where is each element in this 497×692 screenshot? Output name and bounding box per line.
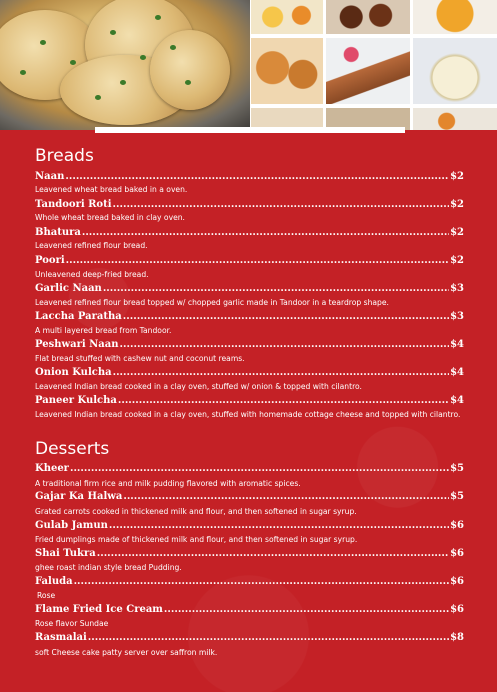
item-description: A traditional firm rice and milk pudding flavored with aromatic spices. — [35, 479, 301, 488]
menu-item-poori — [35, 255, 464, 267]
item-price: $4 — [450, 367, 464, 378]
item-description: ghee roast indian style bread Pudding. — [35, 563, 182, 572]
menu-item-garlic-naan — [35, 283, 464, 295]
dessert-thumb-rasmalai — [413, 38, 497, 104]
item-name: Flame Fried Ice Cream — [35, 604, 163, 615]
dessert-thumb-pastry — [251, 38, 323, 104]
menu-item-bhatura — [35, 227, 464, 239]
item-description: Leavened Indian bread cooked in a clay oven, stuffed w/ onion & topped with cilantro. — [35, 382, 362, 391]
menu-item-tandoori-roti — [35, 199, 464, 211]
item-description: Leavened wheat bread baked in a oven. — [35, 185, 188, 194]
menu-item-gajar-ka-halwa — [35, 491, 464, 503]
item-description: Whole wheat bread baked in clay oven. — [35, 213, 185, 222]
dessert-thumb-jalebi — [413, 0, 497, 34]
item-price: $5 — [450, 463, 464, 474]
item-name: Gajar Ka Halwa — [35, 491, 123, 502]
item-name: Rasmalai — [35, 632, 87, 643]
menu-item-paneer-kulcha — [35, 395, 464, 407]
header-photo-strip — [0, 0, 497, 130]
menu-item-naan — [35, 171, 464, 183]
desserts-heading: Desserts — [35, 439, 110, 459]
item-price: $2 — [450, 227, 464, 238]
dot-leader — [70, 463, 449, 474]
item-price: $2 — [450, 255, 464, 266]
menu-item-kheer — [35, 463, 464, 475]
item-name: Kheer — [35, 463, 69, 474]
divider-bar — [95, 127, 405, 133]
menu-item-gulab-jamun — [35, 520, 464, 532]
item-name: Bhatura — [35, 227, 81, 238]
menu-item-flame-fried-ice-cream — [35, 604, 464, 616]
item-name: Naan — [35, 171, 65, 182]
item-name: Paneer Kulcha — [35, 395, 117, 406]
item-description: A multi layered bread from Tandoor. — [35, 326, 172, 335]
menu-item-laccha-paratha — [35, 311, 464, 323]
dot-leader — [164, 604, 449, 615]
item-description: Grated carrots cooked in thickened milk and flour, and then softened in sugar syrup. — [35, 507, 357, 516]
item-name: Shai Tukra — [35, 548, 96, 559]
item-description: Leavened refined flour bread topped w/ chopped garlic made in Tandoor in a teardrop shape. — [35, 298, 389, 307]
item-name: Poori — [35, 255, 65, 266]
menu-item-rasmalai — [35, 632, 464, 644]
naan-platter-photo — [0, 0, 250, 130]
item-name: Faluda — [35, 576, 73, 587]
menu-item-faluda — [35, 576, 464, 588]
item-price: $6 — [450, 604, 464, 615]
menu-item-shai-tukra — [35, 548, 464, 560]
dessert-thumb-sweets — [251, 0, 323, 34]
item-price: $4 — [450, 339, 464, 350]
dessert-thumb-cake — [326, 38, 410, 104]
item-price: $2 — [450, 171, 464, 182]
dot-leader — [118, 395, 449, 406]
dot-leader — [120, 339, 450, 350]
item-name: Laccha Paratha — [35, 311, 122, 322]
item-description: Unleavened deep-fried bread. — [35, 270, 149, 279]
dessert-thumb-bottom-3 — [413, 108, 497, 130]
dot-leader — [123, 311, 449, 322]
item-description: soft Cheese cake patty server over saffron milk. — [35, 648, 218, 657]
item-description: Rose flavor Sundae — [35, 619, 109, 628]
item-description: Leavened refined flour bread. — [35, 241, 148, 250]
item-description: Fried dumplings made of thickened milk and flour, and then softened in sugar syrup. — [35, 535, 358, 544]
item-description: Flat bread stuffed with cashew nut and coconut reams. — [35, 354, 245, 363]
dot-leader — [82, 227, 449, 238]
dot-leader — [113, 199, 450, 210]
dot-leader — [66, 255, 449, 266]
breads-heading: Breads — [35, 146, 94, 166]
item-price: $8 — [450, 632, 464, 643]
dot-leader — [103, 283, 449, 294]
item-name: Tandoori Roti — [35, 199, 112, 210]
item-price: $3 — [450, 283, 464, 294]
dot-leader — [123, 491, 449, 502]
dot-leader — [109, 520, 449, 531]
menu-item-peshwari-naan — [35, 339, 464, 351]
item-price: $2 — [450, 199, 464, 210]
item-price: $5 — [450, 491, 464, 502]
dot-leader — [74, 576, 450, 587]
dot-leader — [113, 367, 449, 378]
item-price: $4 — [450, 395, 464, 406]
dessert-thumb-gulab-jamun — [326, 0, 410, 34]
dot-leader — [97, 548, 449, 559]
item-price: $6 — [450, 548, 464, 559]
item-name: Peshwari Naan — [35, 339, 119, 350]
item-name: Onion Kulcha — [35, 367, 112, 378]
menu-item-onion-kulcha — [35, 367, 464, 379]
item-price: $3 — [450, 311, 464, 322]
item-name: Garlic Naan — [35, 283, 102, 294]
item-price: $6 — [450, 520, 464, 531]
dot-leader — [88, 632, 449, 643]
item-description: Rose — [37, 591, 56, 600]
item-description: Leavened Indian bread cooked in a clay oven, stuffed with homemade cottage cheese and topped with cilantro. — [35, 410, 461, 419]
dot-leader — [65, 171, 449, 182]
item-price: $6 — [450, 576, 464, 587]
item-name: Gulab Jamun — [35, 520, 108, 531]
